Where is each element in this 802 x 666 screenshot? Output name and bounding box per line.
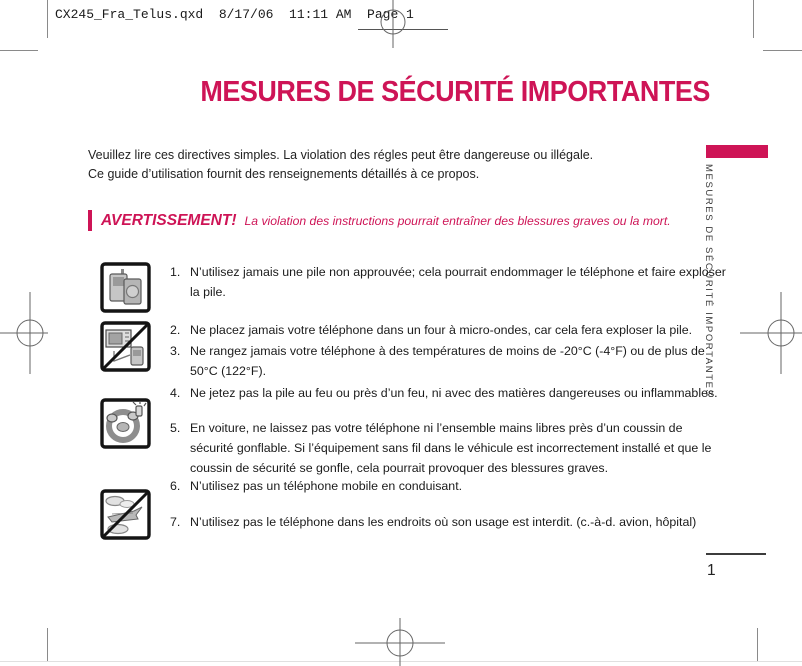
no-microwave-icon bbox=[100, 321, 151, 372]
item-number: 7. bbox=[170, 515, 181, 529]
safety-item-5 bbox=[170, 418, 726, 478]
item-text: N’utilisez jamais une pile non approuvée; cela pourrait endommager le téléphone et faire exploser la pile. bbox=[190, 265, 726, 299]
safety-item-1 bbox=[170, 262, 726, 302]
registration-mark-icon bbox=[355, 618, 445, 666]
item-number: 4. bbox=[170, 386, 181, 400]
crop-mark bbox=[0, 50, 38, 51]
battery-warning-icon bbox=[100, 262, 151, 313]
intro-paragraph bbox=[88, 146, 698, 184]
crop-mark bbox=[753, 0, 754, 38]
safety-item-3 bbox=[170, 341, 726, 381]
warning-label: AVERTISSEMENT! bbox=[101, 211, 237, 229]
footer-rule bbox=[706, 553, 766, 555]
item-number: 2. bbox=[170, 323, 181, 337]
safety-item-4 bbox=[170, 383, 726, 403]
chapter-tab-label: MESURES DE SÉCURITÉ IMPORTANTES bbox=[703, 164, 714, 398]
warning-accent-bar bbox=[88, 210, 92, 231]
item-text: Ne rangez jamais votre téléphone à des températures de moins de -20°C (-4°F) ou de plus de 50°C (122°F). bbox=[190, 344, 705, 378]
item-text: Ne placez jamais votre téléphone dans un four à micro-ondes, car cela fera exploser la pile. bbox=[190, 323, 693, 337]
item-text: N’utilisez pas un téléphone mobile en conduisant. bbox=[190, 479, 463, 493]
registration-mark-icon bbox=[740, 292, 802, 374]
item-number: 3. bbox=[170, 344, 181, 358]
warning-banner bbox=[88, 210, 671, 231]
safety-item-7 bbox=[170, 512, 726, 532]
item-number: 5. bbox=[170, 421, 181, 435]
registration-mark-icon bbox=[363, 0, 423, 50]
warning-text: La violation des instructions pourrait entraîner des blessures graves ou la mort. bbox=[244, 213, 671, 228]
no-phone-on-plane-icon bbox=[100, 489, 151, 540]
chapter-tab-accent-block bbox=[706, 145, 768, 158]
item-text: Ne jetez pas la pile au feu ou près d’un feu, ni avec des matières dangereuses ou inflammables. bbox=[190, 386, 718, 400]
safety-item-6 bbox=[170, 476, 726, 496]
item-number: 1. bbox=[170, 265, 181, 279]
registration-mark-icon bbox=[0, 292, 62, 374]
crop-mark bbox=[763, 50, 802, 51]
steering-wheel-icon bbox=[100, 398, 151, 449]
item-number: 6. bbox=[170, 479, 181, 493]
crop-mark bbox=[757, 628, 758, 661]
crop-mark bbox=[47, 0, 48, 38]
printer-header-text: CX245_Fra_Telus.qxd 8/17/06 11:11 AM Page 1 bbox=[55, 7, 414, 22]
item-text: N’utilisez pas le téléphone dans les endroits où son usage est interdit. (c.-à-d. avion, hôpital) bbox=[190, 515, 697, 529]
page-title: MESURES DE SÉCURITÉ IMPORTANTES bbox=[200, 76, 710, 108]
crop-mark bbox=[47, 628, 48, 661]
page-number: 1 bbox=[707, 562, 716, 579]
safety-item-2 bbox=[170, 320, 726, 340]
intro-line: Ce guide d’utilisation fournit des renseignements détaillés à ce propos. bbox=[88, 167, 480, 181]
intro-line: Veuillez lire ces directives simples. La violation des régles peut être dangereuse ou illégale. bbox=[88, 148, 594, 162]
item-text: En voiture, ne laissez pas votre téléphone ni l’ensemble mains libres près d’un coussin de sécurité gonflable. Si l’équipement sans fil dans le véhicule est incorrectement installé et que le coussin de sécurité se gonfle, cela pourrait provoquer des blessures graves. bbox=[190, 421, 712, 475]
